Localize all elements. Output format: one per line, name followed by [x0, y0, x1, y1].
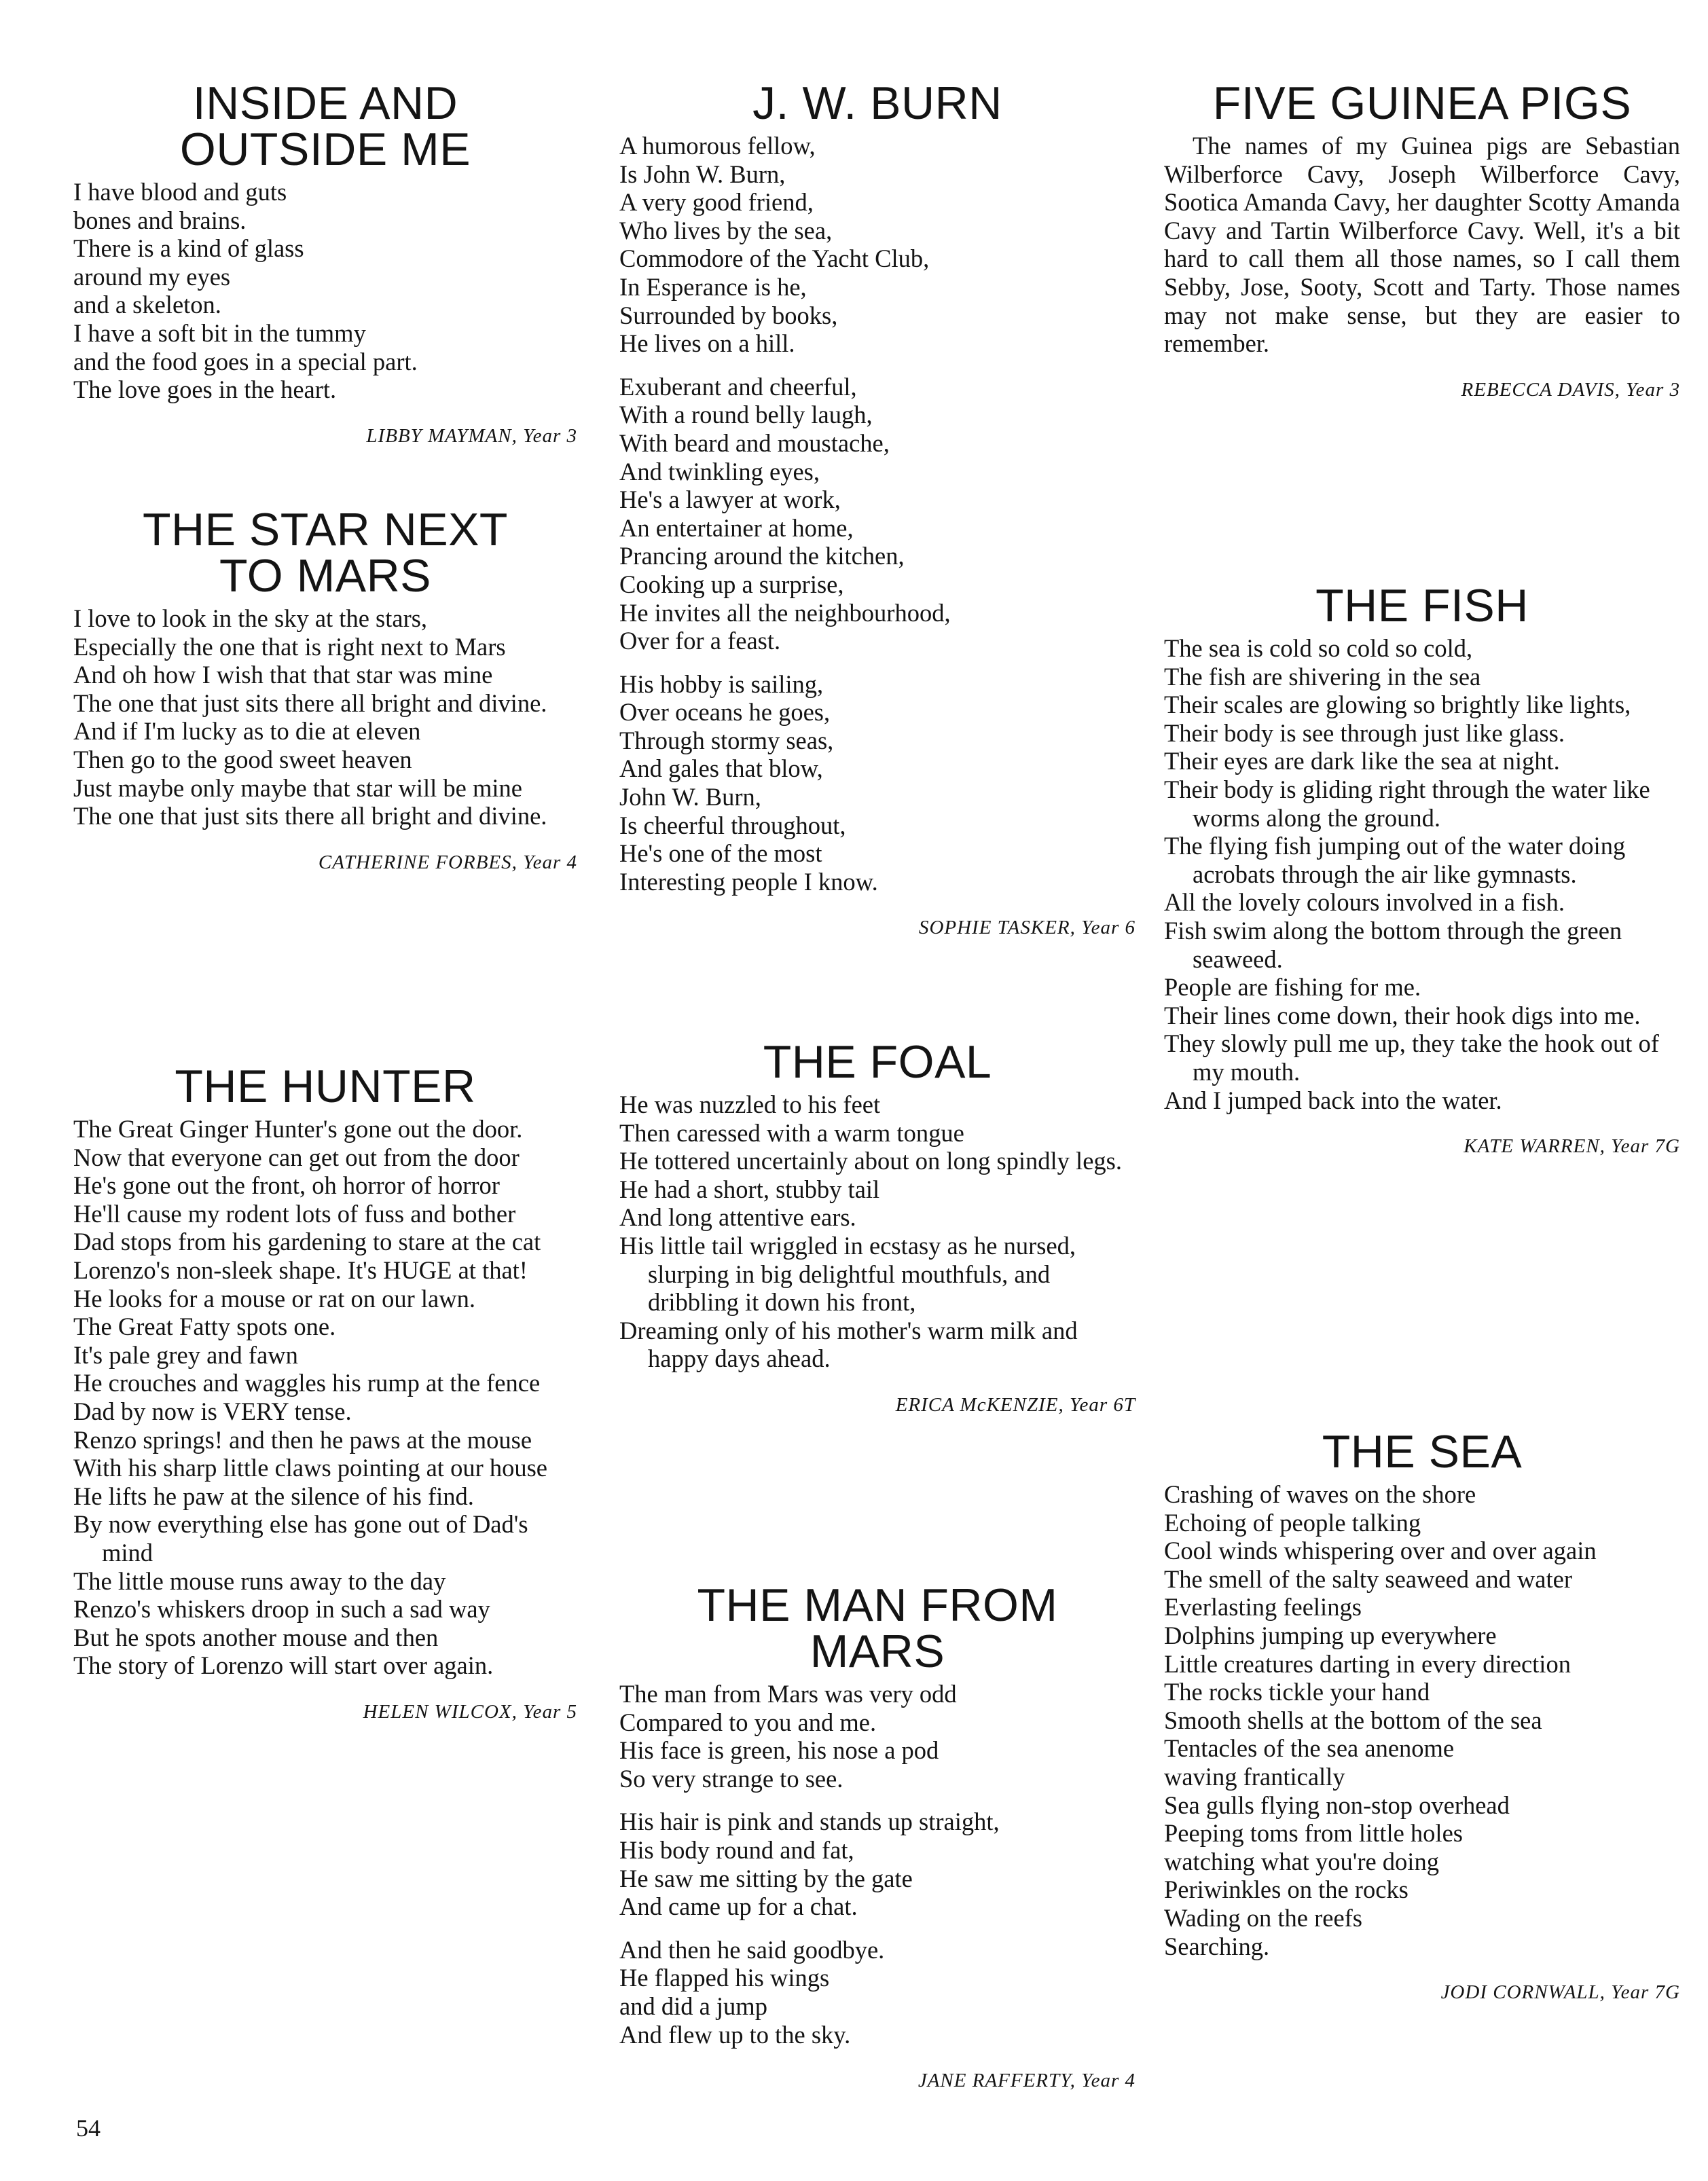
poem-line: An entertainer at home, [619, 513, 854, 542]
poem-line: The love goes in the heart. [73, 375, 337, 404]
poem-line: Smooth shells at the bottom of the sea [1164, 1706, 1542, 1734]
poem-line: Cool winds whispering over and over again [1164, 1537, 1597, 1565]
poem-line: And came up for a chat. [619, 1892, 858, 1921]
poem-line: watching what you're doing [1164, 1847, 1439, 1875]
poem-line: Dad by now is VERY tense. [73, 1397, 352, 1425]
poem-line: He'll cause my rodent lots of fuss and bother [73, 1199, 516, 1228]
poem-line: Dad stops from his gardening to stare at the cat [73, 1228, 541, 1256]
poem-line: With a round belly laugh, [619, 401, 873, 429]
poem-line: He tottered uncertainly about on long spindly legs. [619, 1147, 1122, 1175]
poem-text: The names of my Guinea pigs are Sebastian Wilberforce Cavy, Joseph Wilberforce Cavy, Sootica Amanda Cavy, her daughter Scotty Amanda Cavy and Tartin Wilberforce Cavy. Well, it's a bit hard to call them all those names, so I call them Sebby, Jose, Sooty, Scott and Tarty. Those names may not make sense, but they are easier to remember. [1164, 132, 1680, 358]
poem-line: And if I'm lucky as to die at eleven [73, 717, 421, 746]
poem-stanza [619, 1808, 1135, 1920]
poem-line: Now that everyone can get out from the door [73, 1143, 520, 1171]
poem-line: John W. Burn, [619, 783, 761, 811]
poem-line: The one that just sits there all bright and divine. [73, 802, 547, 830]
poem-line: Prancing around the kitchen, [619, 542, 905, 570]
poem-line: A humorous fellow, [619, 132, 816, 160]
poem-line: A very good friend, [619, 188, 814, 217]
poem-line: It's pale grey and fawn [73, 1340, 298, 1369]
poem-line: The sea is cold so cold so cold, [1164, 634, 1473, 662]
poem-line: So very strange to see. [619, 1764, 843, 1793]
poem-line: With beard and moustache, [619, 428, 890, 457]
poem-the-fish [1164, 580, 1680, 1158]
poem-line: He saw me sitting by the gate [619, 1864, 913, 1892]
poem-line: and a skeleton. [73, 291, 221, 319]
poem-line: The smell of the salty seaweed and water [1164, 1564, 1573, 1593]
poem-line: And twinkling eyes, [619, 457, 820, 485]
poem-line: He lives on a hill. [619, 329, 795, 358]
poem-line: waving frantically [1164, 1762, 1345, 1791]
poem-line: He's gone out the front, oh horror of horror [73, 1171, 500, 1200]
poem-line: and the food goes in a special part. [73, 347, 418, 375]
poem-line: Periwinkles on the rocks [1164, 1875, 1409, 1904]
poem-line: Surrounded by books, [619, 301, 838, 329]
poem-line: Their lines come down, their hook digs into me. [1164, 1001, 1641, 1029]
poem-body [73, 1115, 577, 1680]
poem-title: THE HUNTER [175, 1061, 476, 1112]
poem-line: Just maybe only maybe that star will be mine [73, 773, 522, 802]
poem-line: Dolphins jumping up everywhere [1164, 1621, 1497, 1649]
poem-line: With his sharp little claws pointing at our house [73, 1454, 548, 1482]
poem-line: And flew up to the sky. [619, 2020, 851, 2049]
poem-stanza [619, 1680, 1135, 1793]
poem-line: The Great Ginger Hunter's gone out the door. [73, 1115, 523, 1143]
poem-line: Renzo springs! and then he paws at the mouse [73, 1425, 532, 1454]
poem-line: Peeping toms from little holes [1164, 1819, 1463, 1848]
poem-line: He's one of the most [619, 839, 822, 868]
poem-line: He lifts he paw at the silence of his find. [73, 1482, 474, 1510]
page-number: 54 [76, 2114, 101, 2142]
poem-body [1164, 1480, 1680, 1960]
poem-line: Then caressed with a warm tongue [619, 1118, 964, 1147]
poem-line: Searching. [1164, 1932, 1270, 1960]
poem-line: The man from Mars was very odd [619, 1680, 957, 1708]
poem-line: Especially the one that is right next to Mars [73, 632, 506, 661]
poem-line: They slowly pull me up, they take the hook out of my mouth. [1164, 1029, 1659, 1086]
poem-line: I have a soft bit in the tummy [73, 318, 366, 347]
poem-line: Little creatures darting in every direction [1164, 1649, 1571, 1678]
poem-title: FIVE GUINEA PIGS [1212, 77, 1632, 129]
poem-line: He crouches and waggles his rump at the fence [73, 1369, 541, 1397]
poem-line: Tentacles of the sea anenome [1164, 1734, 1455, 1763]
poem-author: KATE WARREN, Year 7G [1464, 1135, 1680, 1158]
poem-line: By now everything else has gone out of Dad's mind [73, 1510, 528, 1566]
poem-line: Interesting people I know. [619, 867, 878, 896]
poem-body [1164, 634, 1680, 1114]
poem-line: He flapped his wings [619, 1964, 830, 1992]
poem-line: And gales that blow, [619, 754, 823, 783]
poem-author: HELEN WILCOX, Year 5 [363, 1700, 577, 1723]
poem-body [73, 604, 577, 830]
poem-the-star-next-to-mars [73, 504, 577, 874]
poem-line: Who lives by the sea, [619, 216, 833, 244]
poem-author: LIBBY MAYMAN, Year 3 [366, 424, 577, 447]
poem-line: Their body is see through just like glass. [1164, 718, 1565, 747]
poem-stanza [619, 1936, 1135, 2049]
poem-title: THE FISH [1315, 580, 1529, 631]
poem-line: People are fishing for me. [1164, 973, 1421, 1002]
poem-line: In Esperance is he, [619, 272, 807, 301]
poem-title: THE STAR NEXT TO MARS [143, 504, 508, 602]
poem-line: He was nuzzled to his feet [619, 1090, 881, 1118]
poem-line: He invites all the neighbourhood, [619, 598, 951, 627]
poem-title: THE MAN FROM MARS [697, 1579, 1058, 1677]
poem-line: And long attentive ears. [619, 1203, 856, 1232]
poem-line: Wading on the reefs [1164, 1903, 1362, 1932]
poem-line: Then go to the good sweet heaven [73, 745, 412, 773]
poem-author: ERICA McKENZIE, Year 6T [895, 1393, 1135, 1416]
poem-line: Crashing of waves on the shore [1164, 1480, 1476, 1508]
poem-line: His face is green, his nose a pod [619, 1736, 939, 1765]
poem-stanza [619, 373, 1135, 655]
poem-the-hunter [73, 1063, 577, 1723]
poem-inside-and-outside-me [73, 77, 577, 447]
poem-line: Their eyes are dark like the sea at night. [1164, 747, 1560, 775]
poem-title: THE FOAL [763, 1036, 992, 1088]
poem-line: He looks for a mouse or rat on our lawn. [73, 1284, 475, 1313]
poem-line: Cooking up a surprise, [619, 570, 844, 598]
poem-line: And I jumped back into the water. [1164, 1086, 1502, 1114]
poem-line: All the lovely colours involved in a fish. [1164, 888, 1565, 917]
poem-line: Compared to you and me. [619, 1708, 877, 1736]
poem-line: Through stormy seas, [619, 726, 834, 754]
poem-line: And oh how I wish that that star was mine [73, 661, 493, 689]
poem-the-man-from-mars [619, 1579, 1135, 2092]
poem-line: His body round and fat, [619, 1835, 854, 1864]
poem-line: The rocks tickle your hand [1164, 1678, 1430, 1706]
poem-line: Exuberant and cheerful, [619, 372, 857, 401]
poem-the-foal [619, 1036, 1135, 1416]
poem-line: The one that just sits there all bright and divine. [73, 689, 547, 717]
poem-line: Commodore of the Yacht Club, [619, 244, 930, 273]
poem-title: J. W. BURN [752, 77, 1002, 129]
poem-line: Fish swim along the bottom through the green seaweed. [1164, 916, 1622, 973]
poem-line: Their body is gliding right through the water like worms along the ground. [1164, 775, 1650, 832]
poem-line: There is a kind of glass [73, 234, 304, 263]
poem-line: I love to look in the sky at the stars, [73, 604, 428, 632]
poem-line: and did a jump [619, 1992, 767, 2020]
poem-line: His little tail wriggled in ecstasy as he nursed, slurping in big delightful mouthfuls, and dribbling it down his front, [619, 1231, 1076, 1317]
poem-line: His hobby is sailing, [619, 670, 824, 698]
poem-author: CATHERINE FORBES, Year 4 [318, 851, 577, 873]
poem-line: The Great Fatty spots one. [73, 1313, 336, 1341]
poem-stanza [619, 132, 1135, 358]
poem-body [619, 1090, 1135, 1373]
poem-line: Everlasting feelings [1164, 1593, 1362, 1621]
poem-author: JANE RAFFERTY, Year 4 [917, 2070, 1135, 2092]
poem-line: bones and brains. [73, 206, 247, 234]
poem-author: REBECCA DAVIS, Year 3 [1461, 378, 1680, 401]
poem-title: THE SEA [1322, 1426, 1523, 1478]
poem-the-sea [1164, 1426, 1680, 2004]
poem-title: INSIDE AND OUTSIDE ME [179, 77, 471, 175]
poem-line: I have blood and guts [73, 178, 287, 206]
poem-line: Their scales are glowing so brightly like lights, [1164, 691, 1631, 719]
poem-line: Over oceans he goes, [619, 698, 831, 727]
poem-stanza [619, 670, 1135, 896]
poem-line: Lorenzo's non-sleek shape. It's HUGE at that! [73, 1256, 528, 1284]
poem-line: Renzo's whiskers droop in such a sad way [73, 1595, 490, 1624]
poem-line: Dreaming only of his mother's warm milk and happy days ahead. [619, 1316, 1078, 1373]
poem-line: The flying fish jumping out of the water doing acrobats through the air like gymnasts. [1164, 832, 1626, 888]
poem-line: The fish are shivering in the sea [1164, 662, 1481, 691]
poem-author: JODI CORNWALL, Year 7G [1440, 1981, 1680, 2004]
poem-line: And then he said goodbye. [619, 1935, 885, 1964]
poem-j-w-burn [619, 77, 1135, 939]
poem-line: His hair is pink and stands up straight, [619, 1808, 1000, 1836]
poem-line: Echoing of people talking [1164, 1508, 1421, 1537]
poem-line: Sea gulls flying non-stop overhead [1164, 1791, 1510, 1819]
poem-line: Is John W. Burn, [619, 160, 786, 188]
poem-author: SOPHIE TASKER, Year 6 [918, 917, 1135, 939]
poem-line: The little mouse runs away to the day [73, 1566, 446, 1595]
poem-line: The story of Lorenzo will start over again. [73, 1651, 494, 1680]
poem-line: But he spots another mouse and then [73, 1623, 439, 1651]
poem-line: around my eyes [73, 262, 231, 291]
poem-five-guinea-pigs [1164, 77, 1680, 401]
poem-line: Over for a feast. [619, 627, 781, 655]
poem-line: He had a short, stubby tail [619, 1175, 880, 1203]
poem-body [73, 178, 577, 404]
poem-line: He's a lawyer at work, [619, 485, 841, 514]
poem-line: Is cheerful throughout, [619, 811, 846, 839]
